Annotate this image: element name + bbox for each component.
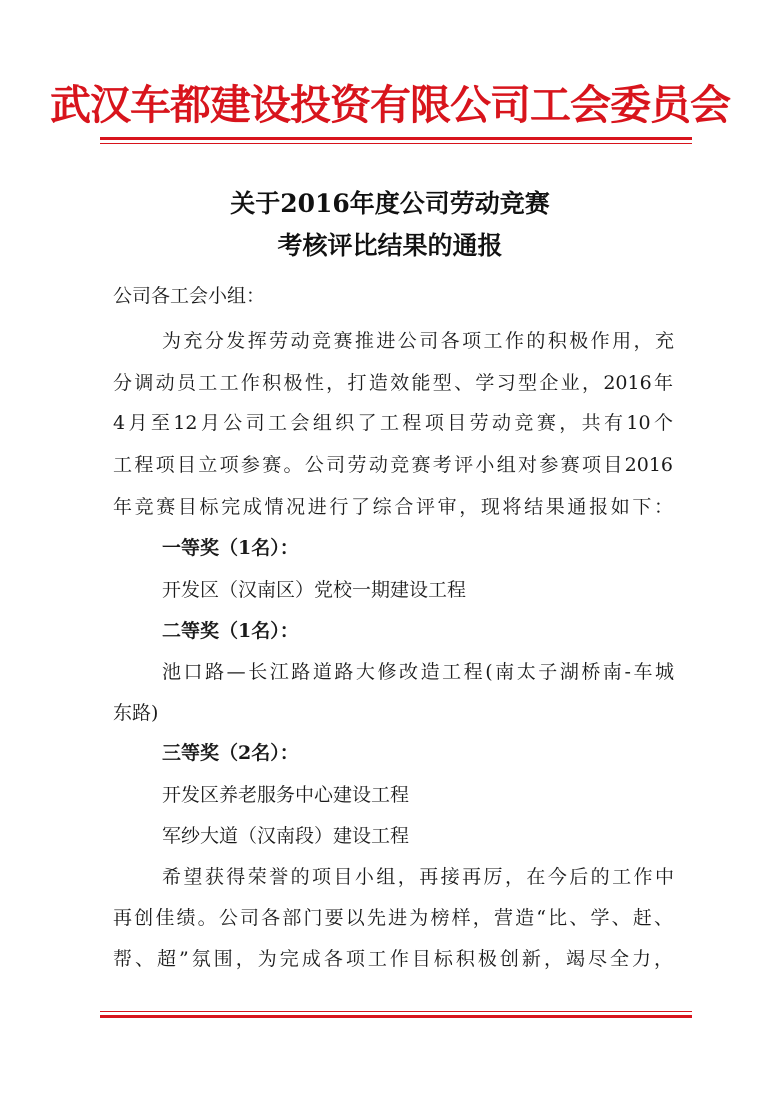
award-heading-second: 二等奖（1名）： xyxy=(162,620,299,642)
footer-rule-thick xyxy=(100,1015,692,1018)
body-line: 4月至12月公司工会组织了工程项目劳动竞赛，共有10个 xyxy=(113,412,673,434)
body-line: 希望获得荣誉的项目小组，再接再厉，在今后的工作中 xyxy=(162,866,674,888)
body-line: 再创佳绩。公司各部门要以先进为榜样，营造“比、学、赶、 xyxy=(113,907,673,929)
body-line: 帮、超”氛围，为完成各项工作目标积极创新，竭尽全力， xyxy=(113,948,673,970)
letterhead-title: 武汉车都建设投资有限公司工会委员会 xyxy=(50,81,730,129)
body-line: 为充分发挥劳动竞赛推进公司各项工作的积极作用，充 xyxy=(162,330,674,352)
body-line: 工程项目立项参赛。公司劳动竞赛考评小组对参赛项目2016 xyxy=(113,454,673,476)
award-project: 池口路—长江路道路大修改造工程(南太子湖桥南-车城 xyxy=(162,661,674,683)
salutation: 公司各工会小组： xyxy=(113,285,266,307)
document-title-line-2: 考核评比结果的通报 xyxy=(277,231,503,260)
award-project-continued: 东路) xyxy=(113,702,159,724)
body-line: 年竞赛目标完成情况进行了综合评审，现将结果通报如下： xyxy=(113,496,673,518)
award-heading-third: 三等奖（2名）： xyxy=(162,742,299,764)
letterhead-rule-thin xyxy=(100,143,692,144)
award-project: 开发区（汉南区）党校一期建设工程 xyxy=(162,579,467,601)
document-title-line-1: 关于2016年度公司劳动竞赛 xyxy=(230,189,550,218)
body-line: 分调动员工工作积极性，打造效能型、学习型企业，2016年 xyxy=(113,372,673,394)
award-project: 开发区养老服务中心建设工程 xyxy=(162,784,410,806)
award-project: 军纱大道（汉南段）建设工程 xyxy=(162,825,410,847)
letterhead-rule-thick xyxy=(100,137,692,140)
award-heading-first: 一等奖（1名）： xyxy=(162,537,299,559)
footer-rule-thin xyxy=(100,1011,692,1012)
